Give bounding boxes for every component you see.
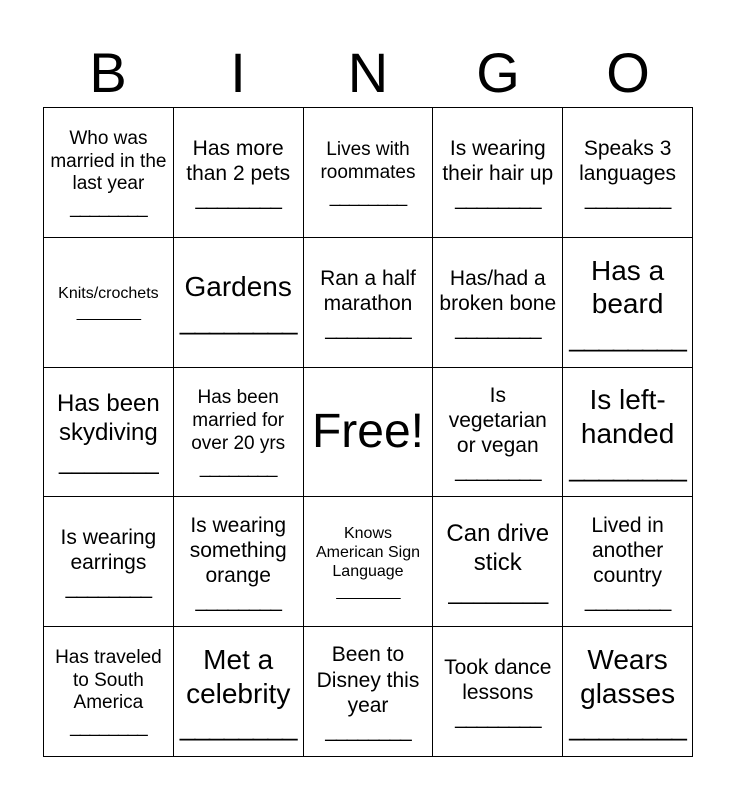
bingo-cell-text: Speaks 3 languages — [579, 136, 677, 185]
bingo-header — [43, 38, 693, 108]
bingo-cell-text: Took dance lessons — [444, 655, 552, 705]
bingo-cell[interactable] — [433, 368, 563, 498]
signature-blank-line: ________ — [179, 303, 297, 335]
bingo-cell[interactable] — [433, 108, 563, 238]
signature-blank-line: ________ — [569, 450, 686, 482]
bingo-cell[interactable] — [44, 108, 174, 238]
signature-blank-line: ________ — [59, 447, 158, 475]
signature-blank-line: ________ — [455, 706, 541, 730]
bingo-cell-text: Has a beard — [591, 254, 665, 320]
signature-blank-line: ________ — [195, 589, 281, 613]
signature-blank-line: ________ — [448, 577, 548, 605]
bingo-cell[interactable] — [563, 238, 693, 368]
bingo-cell[interactable] — [563, 627, 693, 757]
bingo-cell[interactable] — [433, 238, 563, 368]
signature-blank-line: ________ — [179, 710, 297, 742]
bingo-cell[interactable] — [563, 497, 693, 627]
free-space-label: Free! — [311, 404, 424, 458]
header-letter-o: O — [606, 41, 650, 104]
signature-blank-line: ________ — [455, 459, 541, 483]
bingo-cell-text: Gardens — [184, 271, 292, 303]
bingo-cell[interactable] — [304, 108, 434, 238]
bingo-cell[interactable] — [44, 368, 174, 498]
signature-blank-line: ________ — [65, 576, 152, 600]
bingo-cell-text: Is wearing their hair up — [442, 136, 554, 185]
header-letter-i: I — [230, 41, 246, 104]
bingo-cell-text: Lived in another country — [591, 513, 664, 587]
signature-blank-line: ________ — [455, 316, 541, 340]
signature-blank-line: ________ — [584, 187, 671, 211]
signature-blank-line: ________ — [199, 456, 277, 478]
bingo-cell-text: Is wearing earrings — [60, 526, 157, 575]
bingo-cell-text: Wears glasses — [580, 644, 676, 709]
bingo-cell-text: Has/had a broken bone — [439, 266, 557, 315]
bingo-card-grid — [43, 107, 693, 757]
signature-blank-line: ________ — [325, 316, 411, 340]
bingo-cell[interactable] — [44, 497, 174, 627]
bingo-cell-text: Been to Disney this year — [316, 643, 420, 717]
bingo-cell-text: Has been skydiving — [57, 390, 160, 446]
bingo-cell-text: Is left-handed — [580, 384, 675, 449]
signature-blank-line: ________ — [455, 187, 541, 211]
bingo-cell[interactable] — [433, 497, 563, 627]
signature-blank-line: ________ — [584, 589, 671, 613]
signature-blank-line: ________ — [569, 710, 686, 742]
bingo-cell-text: Met a celebrity — [186, 644, 291, 709]
bingo-cell-text: Knows American Sign Language — [315, 525, 421, 581]
bingo-cell-text: Has traveled to South America — [55, 646, 162, 714]
bingo-cell-text: Has been married for over 20 yrs — [191, 387, 286, 454]
bingo-cell[interactable] — [174, 497, 304, 627]
signature-blank-line: ________ — [70, 197, 147, 219]
bingo-cell[interactable] — [563, 368, 693, 498]
signature-blank-line: ________ — [336, 582, 400, 600]
free-space-cell[interactable] — [304, 368, 434, 498]
header-letter-n: N — [347, 41, 389, 104]
bingo-cell[interactable] — [174, 368, 304, 498]
bingo-cell[interactable] — [304, 627, 434, 757]
bingo-cell-text: Is wearing something orange — [189, 513, 287, 587]
bingo-cell-text: Ran a half marathon — [320, 266, 416, 315]
bingo-cell[interactable] — [304, 238, 434, 368]
signature-blank-line: ________ — [329, 185, 407, 207]
bingo-cell[interactable] — [44, 238, 174, 368]
bingo-cell[interactable] — [174, 627, 304, 757]
signature-blank-line: ________ — [325, 718, 411, 742]
bingo-cell[interactable] — [174, 238, 304, 368]
bingo-cell-text: Can drive stick — [446, 519, 550, 576]
bingo-cell[interactable] — [433, 627, 563, 757]
bingo-cell[interactable] — [563, 108, 693, 238]
header-letter-b: B — [89, 41, 127, 104]
bingo-cell-text: Is vegetarian or vegan — [448, 383, 547, 458]
bingo-cell-text: Knits/crochets — [58, 284, 159, 302]
bingo-cell[interactable] — [174, 108, 304, 238]
bingo-cell-text: Has more than 2 pets — [186, 136, 291, 185]
signature-blank-line: ________ — [195, 187, 281, 211]
signature-blank-line: ________ — [76, 303, 140, 321]
signature-blank-line: ________ — [70, 716, 147, 738]
bingo-cell[interactable] — [304, 497, 434, 627]
header-letter-g: G — [476, 41, 520, 104]
bingo-cell-text: Who was married in the last year — [50, 127, 167, 195]
signature-blank-line: ________ — [569, 320, 686, 352]
bingo-cell-text: Lives with roommates — [320, 139, 416, 183]
bingo-cell[interactable] — [44, 627, 174, 757]
